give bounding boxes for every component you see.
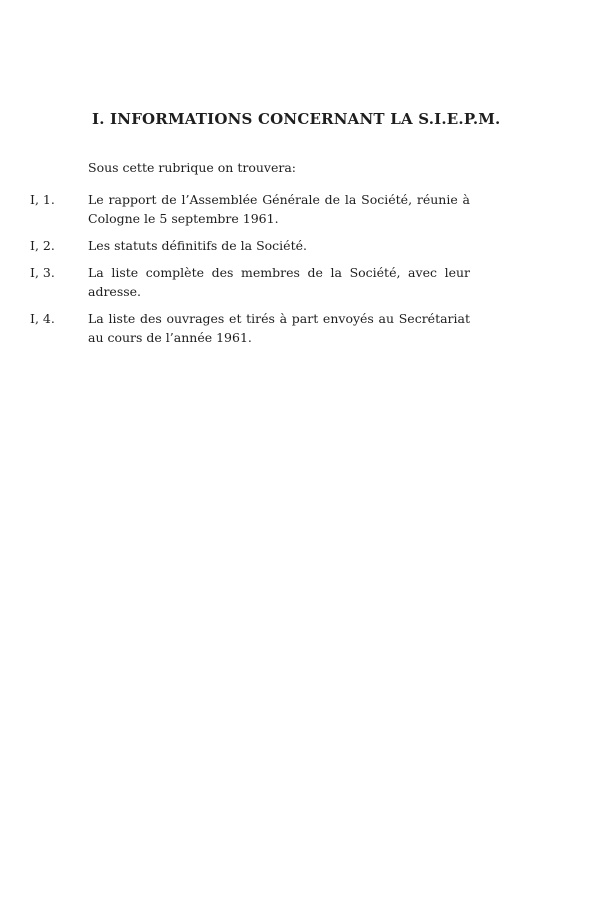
- item-text: La liste des ouvrages et tirés à part envoyés au Secrétariat au cours de l’année 1961.: [88, 311, 470, 345]
- list-item: [30, 236, 470, 255]
- item-text: Les statuts définitifs de la Société.: [88, 238, 307, 253]
- list-item: [30, 190, 470, 228]
- list-item: [30, 263, 470, 301]
- list-item: [30, 309, 470, 347]
- item-number: I, 3.: [30, 265, 55, 280]
- item-number: I, 2.: [30, 238, 55, 253]
- section-heading: I. INFORMATIONS CONCERNANT LA S.I.E.P.M.: [92, 110, 501, 128]
- item-text: La liste complète des membres de la Société, avec leur adresse.: [88, 265, 470, 299]
- item-list: [30, 190, 470, 355]
- item-number: I, 1.: [30, 192, 55, 207]
- item-number: I, 4.: [30, 311, 55, 326]
- intro-text: Sous cette rubrique on trouvera:: [88, 160, 296, 175]
- item-text: Le rapport de l’Assemblée Générale de la Société, réunie à Cologne le 5 septembre 1961.: [88, 192, 470, 226]
